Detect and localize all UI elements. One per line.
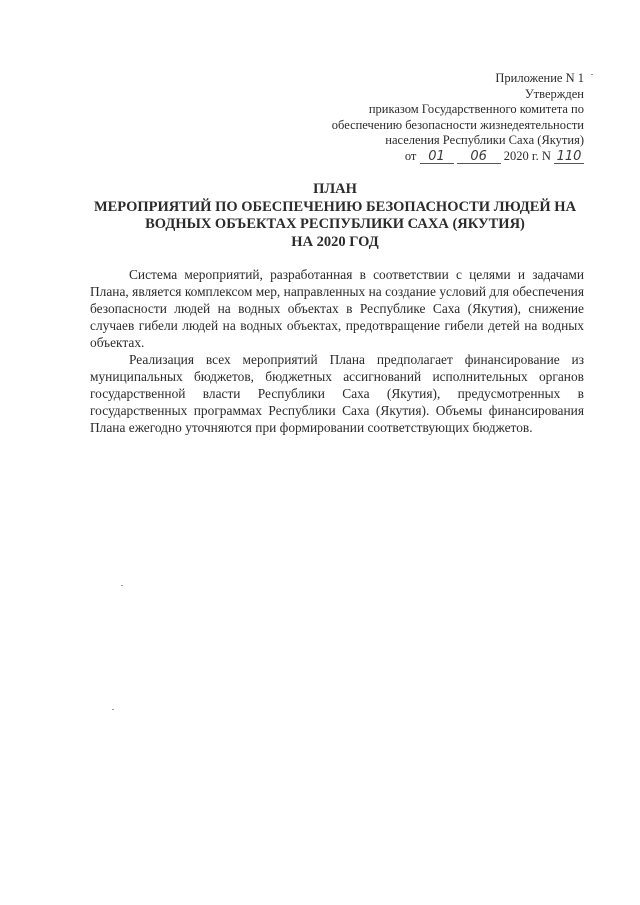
document-title (70, 181, 600, 251)
scan-speck (112, 709, 114, 710)
title-line-2: МЕРОПРИЯТИЙ ПО ОБЕСПЕЧЕНИЮ БЕЗОПАСНОСТИ ЛЮДЕЙ НА (93, 198, 577, 215)
scan-speck (591, 74, 593, 75)
date-month: 06 (457, 150, 501, 164)
title-line-1: ПЛАН (313, 181, 357, 197)
paragraph-1: Система мероприятий, разработанная в соответствии с целями и задачами Плана, является комплексом мер, направленных на создание условий для обеспечения безопасности людей на водных объектах в Республике Саха (Якутия), снижение случаев гибели людей на водных объектах, предотвращение гибели детей на водных объектах. (90, 267, 584, 350)
document-body (90, 266, 584, 436)
title-line-3: ВОДНЫХ ОБЪЕКТАХ РЕСПУБЛИКИ САХА (ЯКУТИЯ) (145, 216, 525, 232)
order-line-3: населения Республики Саха (Якутия) (385, 133, 584, 147)
date-year: 2020 г. N (503, 148, 551, 163)
order-number: 110 (554, 150, 584, 164)
appendix-label: Приложение N 1 (495, 71, 584, 85)
order-date-line (332, 149, 584, 165)
date-prefix: от (404, 148, 417, 163)
order-line-1: приказом Государственного комитета по (368, 102, 584, 116)
order-line-2: обеспечению безопасности жизнедеятельности (331, 117, 584, 132)
date-day: 01 (420, 150, 454, 164)
approval-block (332, 71, 584, 164)
paragraph-2: Реализация всех мероприятий Плана предполагает финансирование из муниципальных бюджетов, бюджетных ассигнований исполнительных органов государственной власти Республики Саха (Якутия), предусмотренных в государственных программах Республики Саха (Якутия). Объемы финансирования Плана ежегодно уточняются при формировании соответствующих бюджетов. (90, 352, 584, 435)
scan-speck (121, 585, 123, 586)
approved-label: Утвержден (524, 86, 584, 101)
title-line-4: НА 2020 ГОД (291, 233, 379, 250)
